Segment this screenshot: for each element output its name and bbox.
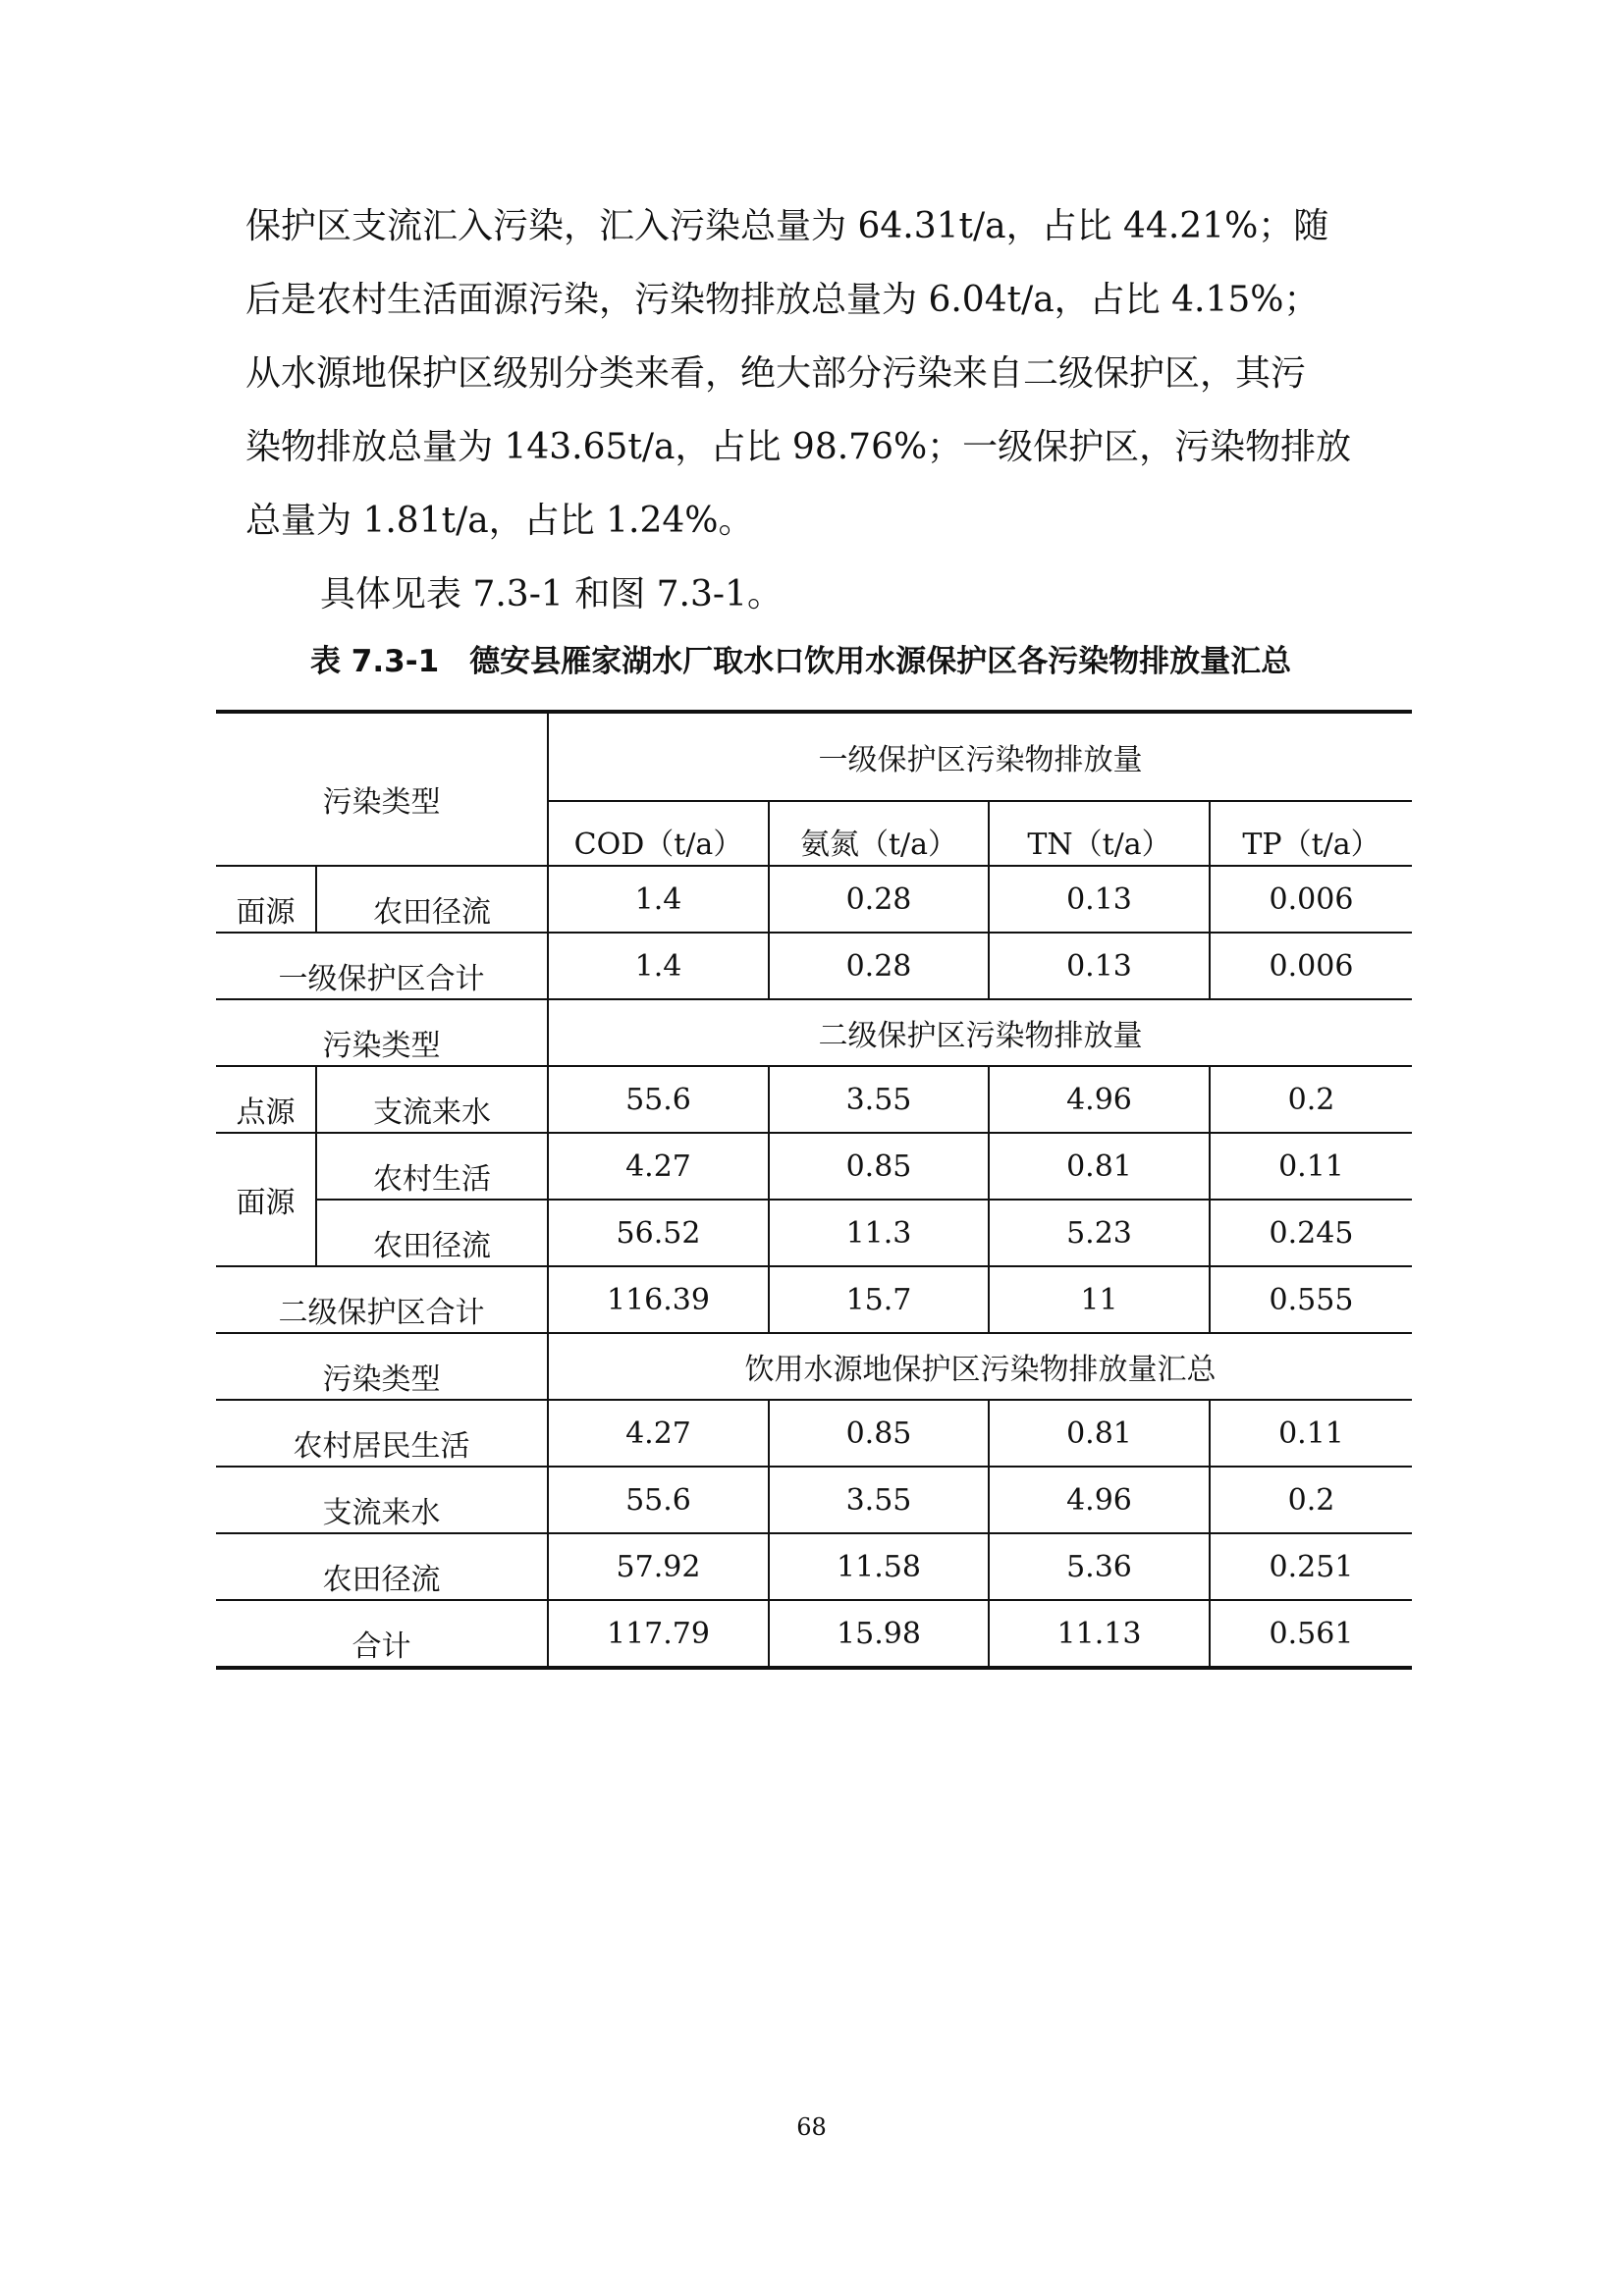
table-row-total [216, 1266, 1412, 1333]
value-cell: 15.7 [769, 1266, 989, 1333]
pollution-type-header: 污染类型 [216, 999, 548, 1066]
value-cell: 55.6 [548, 1467, 769, 1533]
table-row [216, 1533, 1412, 1600]
value-cell: 3.55 [769, 1467, 989, 1533]
section3-title: 饮用水源地保护区污染物排放量汇总 [548, 1333, 1412, 1400]
value-cell: 0.13 [989, 866, 1210, 933]
paragraph-line: 后是农村生活面源污染，污染物排放总量为 6.04t/a，占比 4.15%； [245, 280, 1320, 320]
value-cell: 4.96 [989, 1066, 1210, 1133]
value-cell: 11 [989, 1266, 1210, 1333]
value-cell: 11.3 [769, 1200, 989, 1266]
row-name: 二级保护区合计 [216, 1266, 548, 1333]
row-name: 农田径流 [316, 1200, 548, 1266]
row-name: 一级保护区合计 [216, 933, 548, 999]
value-cell: 117.79 [548, 1600, 769, 1668]
see-table-reference: 具体见表 7.3-1 和图 7.3-1。 [320, 574, 783, 614]
pollution-type-header: 污染类型 [216, 712, 548, 866]
table-row-total [216, 1600, 1412, 1668]
row-name: 农田径流 [216, 1533, 548, 1600]
row-name: 支流来水 [216, 1467, 548, 1533]
value-cell: 0.13 [989, 933, 1210, 999]
paragraph-line: 染物排放总量为 143.65t/a，占比 98.76%；一级保护区，污染物排放 [245, 427, 1352, 467]
group-cell: 面源 [216, 866, 316, 933]
value-cell: 0.11 [1210, 1133, 1412, 1200]
row-name: 农村生活 [316, 1133, 548, 1200]
pollution-type-header: 污染类型 [216, 1333, 548, 1400]
value-cell: 4.27 [548, 1133, 769, 1200]
table-caption: 表 7.3-1 德安县雁家湖水厂取水口饮用水源保护区各污染物排放量汇总 [310, 644, 1292, 679]
value-cell: 15.98 [769, 1600, 989, 1668]
table-row [216, 1467, 1412, 1533]
table-row [216, 1133, 1412, 1200]
row-name: 农田径流 [316, 866, 548, 933]
value-cell: 0.85 [769, 1133, 989, 1200]
value-cell: 116.39 [548, 1266, 769, 1333]
value-cell: 5.36 [989, 1533, 1210, 1600]
table-row-total [216, 933, 1412, 999]
col-header-tn: TN（t/a） [989, 801, 1210, 866]
paragraph-line: 总量为 1.81t/a，占比 1.24%。 [245, 501, 754, 541]
value-cell: 0.81 [989, 1133, 1210, 1200]
table-row [216, 1200, 1412, 1266]
value-cell: 0.85 [769, 1400, 989, 1467]
group-cell: 面源 [216, 1133, 316, 1266]
value-cell: 56.52 [548, 1200, 769, 1266]
value-cell: 0.28 [769, 933, 989, 999]
value-cell: 0.561 [1210, 1600, 1412, 1668]
group-cell: 点源 [216, 1066, 316, 1133]
table-row [216, 1066, 1412, 1133]
table-row [216, 866, 1412, 933]
value-cell: 11.58 [769, 1533, 989, 1600]
row-name: 合计 [216, 1600, 548, 1668]
value-cell: 0.251 [1210, 1533, 1412, 1600]
value-cell: 4.27 [548, 1400, 769, 1467]
value-cell: 0.2 [1210, 1467, 1412, 1533]
value-cell: 1.4 [548, 933, 769, 999]
value-cell: 0.555 [1210, 1266, 1412, 1333]
table-row [216, 1400, 1412, 1467]
row-name: 支流来水 [316, 1066, 548, 1133]
value-cell: 5.23 [989, 1200, 1210, 1266]
section1-title: 一级保护区污染物排放量 [548, 712, 1412, 801]
value-cell: 0.006 [1210, 933, 1412, 999]
value-cell: 11.13 [989, 1600, 1210, 1668]
value-cell: 1.4 [548, 866, 769, 933]
section2-title: 二级保护区污染物排放量 [548, 999, 1412, 1066]
value-cell: 3.55 [769, 1066, 989, 1133]
section3-header-row [216, 1333, 1412, 1400]
value-cell: 0.006 [1210, 866, 1412, 933]
value-cell: 0.2 [1210, 1066, 1412, 1133]
col-header-ammonia: 氨氮（t/a） [769, 801, 989, 866]
col-header-tp: TP（t/a） [1210, 801, 1412, 866]
body-paragraph [245, 189, 1389, 558]
value-cell: 0.28 [769, 866, 989, 933]
row-name: 农村居民生活 [216, 1400, 548, 1467]
paragraph-line: 从水源地保护区级别分类来看，绝大部分污染来自二级保护区，其污 [245, 353, 1307, 394]
value-cell: 0.81 [989, 1400, 1210, 1467]
value-cell: 57.92 [548, 1533, 769, 1600]
section1-header-row [216, 712, 1412, 801]
page-number: 68 [796, 2113, 827, 2141]
value-cell: 0.245 [1210, 1200, 1412, 1266]
value-cell: 0.11 [1210, 1400, 1412, 1467]
emissions-table [216, 710, 1412, 1670]
col-header-cod: COD（t/a） [548, 801, 769, 866]
section2-header-row [216, 999, 1412, 1066]
paragraph-line: 保护区支流汇入污染，汇入污染总量为 64.31t/a，占比 44.21%；随 [245, 206, 1329, 246]
value-cell: 4.96 [989, 1467, 1210, 1533]
value-cell: 55.6 [548, 1066, 769, 1133]
